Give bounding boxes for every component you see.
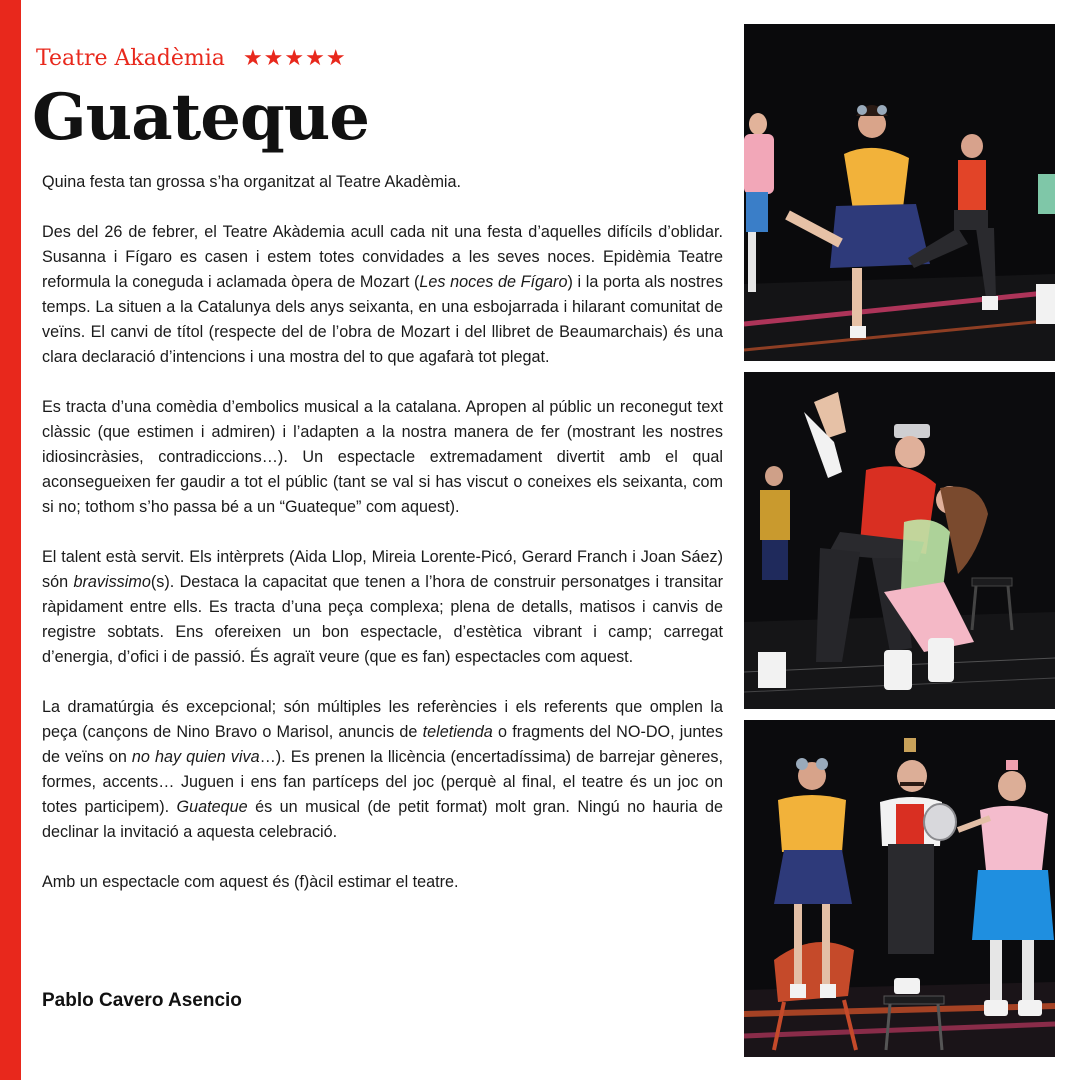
photo-column — [744, 24, 1055, 1057]
paragraph-comedy: Es tracta d’una comèdia d’embolics musical a la catalana. Apropen al públic un reconegut text clàssic (que estimen i admiren) i l’adapten a la nostra manera de fer (mostrant les nostres idiosincràsies, contradiccions…). Un espectacle extremadament divertit amb el qual aconsegueixen fer gaudir a tot el públic (tant se val si has viscut o coneixes els seixanta, com si no; tothom s’ho passa bé a un “Guateque” com aquest). — [42, 398, 723, 516]
paragraph-intro: Quina festa tan grossa s’ha organitzat al Teatre Akadèmia. — [42, 173, 462, 191]
page-title: Guateque — [32, 80, 369, 155]
review-body — [42, 170, 723, 895]
stage-photo-trio-image — [744, 720, 1055, 1057]
stage-photo-trio — [744, 720, 1055, 1057]
venue-name: Teatre Akadèmia — [36, 46, 225, 71]
paragraph-premiere: Des del 26 de febrer, el Teatre Akàdemia acull cada nit una festa d’aquelles difícils d’oblidar. Susanna i Fígaro es casen i estem totes convidades a les seves noces. Epidèmia Teatre reformula la coneguda i aclamada òpera de Mozart (Les noces de Fígaro) i la porta als nostres temps. La situen a la Catalunya dels anys seixanta, en una esbojarrada i hilarant comunitat de veïns. El canvi de títol (respecte del de l’obra de Mozart i del llibret de Beaumarchais) és una clara declaració d’intencions i una mostra del to que agafarà tot plegat. — [42, 223, 723, 366]
paragraph-talent: El talent està servit. Els intèrprets (Aida Llop, Mireia Lorente-Picó, Gerard Franch i Joan Sáez) són bravissimo(s). Destaca la capacitat que tenen a l’hora de construir personatges i transitar ràpidament entre ells. Es tracta d’una peça complexa; plena de detalls, matisos i canvis de registre sobtats. Ens ofereixen un bon espectacle, d’estètica vibrant i camp; carregat d’energia, d’ofici i de passió. És agraït veure (que es fan) espectacles com aquest. — [42, 548, 723, 666]
venue-rating-line — [36, 46, 347, 71]
stage-photo-dip — [744, 372, 1055, 709]
stage-photo-dancing — [744, 24, 1055, 361]
stage-photo-dancing-image — [744, 24, 1055, 361]
paragraph-closing: Amb un espectacle com aquest és (f)àcil estimar el teatre. — [42, 873, 459, 891]
stage-photo-dip-image — [744, 372, 1055, 709]
red-side-bar — [0, 0, 21, 1080]
star-rating: ★★★★★ — [242, 46, 347, 71]
paragraph-dramaturgy: La dramatúrgia és excepcional; són múltiples les referències i els referents que omplen la peça (cançons de Nino Bravo o Marisol, anuncis de teletienda o fragments del NO-DO, juntes de veïns on no hay quien viva…). Es prenen la llicència (encertadíssima) de barrejar gèneres, formes, accents… Juguen i ens fan partíceps del joc (perquè al final, el teatre és un joc on totes participem). Guateque és un musical (de petit format) molt gran. Ningú no hauria de declinar la invitació a aquesta celebració. — [42, 698, 724, 841]
author-signature: Pablo Cavero Asencio — [42, 990, 242, 1011]
